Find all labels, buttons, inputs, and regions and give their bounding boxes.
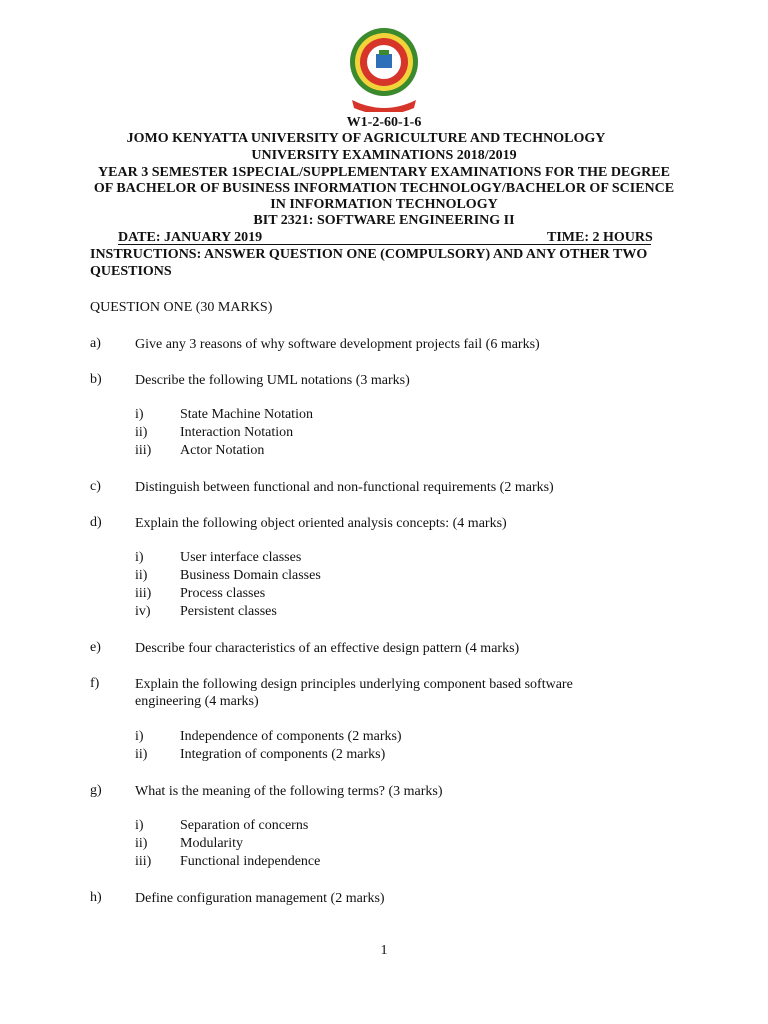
subitem-text: Process classes (180, 586, 266, 601)
degree-title (0, 165, 768, 229)
degree-line-2: OF BACHELOR OF BUSINESS INFORMATION TECHNOLOGY/BACHELOR OF SCIENCE (93, 181, 675, 196)
subitem-label: iii) (135, 586, 152, 601)
degree-line-3: IN INFORMATION TECHNOLOGY (270, 197, 498, 212)
item-label: f) (90, 676, 100, 691)
subitem-label: ii) (135, 747, 148, 762)
subitem-label: iv) (135, 604, 151, 619)
subitem-text: Integration of components (2 marks) (180, 747, 386, 762)
item-label: b) (90, 372, 102, 387)
subitem-label: ii) (135, 836, 148, 851)
page-number: 1 (380, 943, 388, 958)
item-text: Give any 3 reasons of why software development projects fail (6 marks) (135, 337, 540, 352)
subitem-label: iii) (135, 854, 152, 869)
subitem-label: i) (135, 729, 144, 744)
item-label: c) (90, 479, 101, 494)
item-text: Define configuration management (2 marks) (135, 891, 385, 906)
subitem-label: iii) (135, 443, 152, 458)
course-code-title: BIT 2321: SOFTWARE ENGINEERING II (253, 213, 515, 228)
subitem-text: Functional independence (180, 854, 321, 869)
instructions: INSTRUCTIONS: ANSWER QUESTION ONE (COMPULSORY) AND ANY OTHER TWO QUESTIONS (90, 247, 648, 279)
subitem-text: Independence of components (2 marks) (180, 729, 402, 744)
subitem-label: i) (135, 407, 144, 422)
exam-code: W1-2-60-1-6 (346, 115, 422, 130)
subitem-text: Interaction Notation (180, 425, 294, 440)
subitem-text: Separation of concerns (180, 818, 309, 833)
subitem-text: Persistent classes (180, 604, 277, 619)
university-name: JOMO KENYATTA UNIVERSITY OF AGRICULTURE AND TECHNOLOGY (126, 131, 606, 146)
subitem-text: State Machine Notation (180, 407, 313, 422)
subitem-text: Modularity (180, 836, 243, 851)
university-seal-logo (348, 26, 420, 112)
item-label: g) (90, 783, 102, 798)
subitem-label: i) (135, 550, 144, 565)
item-label: e) (90, 640, 101, 655)
subitem-label: ii) (135, 568, 148, 583)
subitem-text: User interface classes (180, 550, 302, 565)
subitem-label: ii) (135, 425, 148, 440)
item-label: a) (90, 336, 101, 351)
degree-line-1: YEAR 3 SEMESTER 1SPECIAL/SUPPLEMENTARY EXAMINATIONS FOR THE DEGREE (98, 165, 670, 180)
item-text: Explain the following design principles underlying component based software engineering (4 marks) (135, 677, 573, 709)
subitem-label: i) (135, 818, 144, 833)
exam-session: UNIVERSITY EXAMINATIONS 2018/2019 (251, 148, 517, 163)
item-text: Describe four characteristics of an effective design pattern (4 marks) (135, 641, 520, 656)
item-text: Describe the following UML notations (3 marks) (135, 373, 410, 388)
item-text: Distinguish between functional and non-functional requirements (2 marks) (135, 480, 554, 495)
exam-date: DATE: JANUARY 2019 (118, 230, 263, 245)
item-text: What is the meaning of the following terms? (3 marks) (135, 784, 443, 799)
question-title: QUESTION ONE (30 MARKS) (90, 300, 273, 315)
exam-time: TIME: 2 HOURS (547, 230, 653, 245)
subitem-text: Actor Notation (180, 443, 265, 458)
subitem-text: Business Domain classes (180, 568, 321, 583)
item-label: h) (90, 890, 102, 905)
underline-divider (118, 244, 651, 245)
item-label: d) (90, 515, 102, 530)
item-text: Explain the following object oriented analysis concepts: (4 marks) (135, 516, 507, 531)
